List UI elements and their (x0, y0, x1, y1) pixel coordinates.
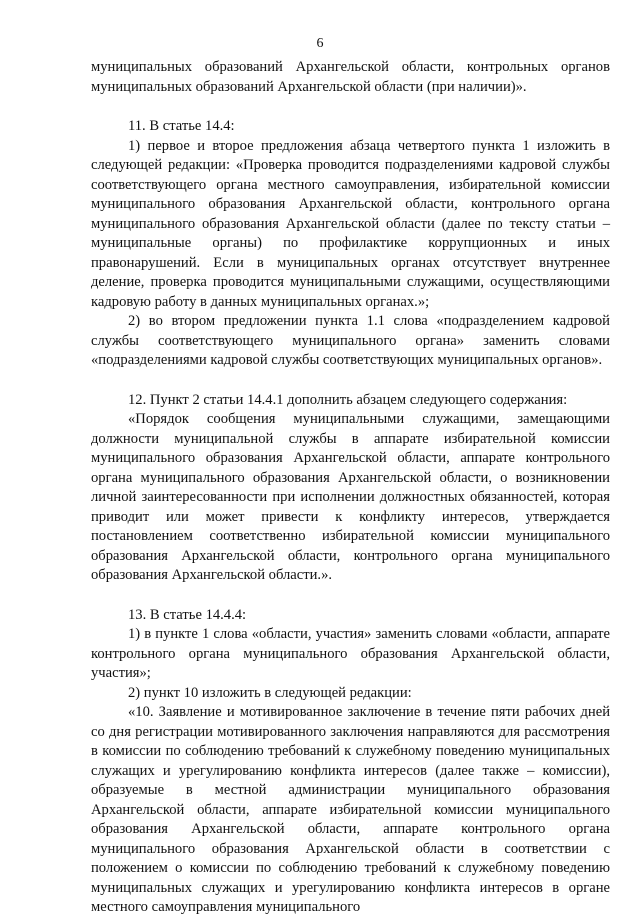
paragraph-continuation: муниципальных образований Архангельской области, контрольных органов муниципальных образований Архангельской области (при наличии)». (91, 59, 610, 95)
paragraph-11-2: 2) во втором предложении пункта 1.1 слова «подразделением кадровой службы соответствующего муниципального органа» заменить словами «подразделениями кадровой службы соответствующих муниципальных органов». (91, 313, 610, 368)
article-heading-13: 13. В статье 14.4.4: (128, 606, 247, 623)
paragraph-13-2: 2) пункт 10 изложить в следующей редакции: (128, 684, 412, 701)
paragraph-13-quote: «10. Заявление и мотивированное заключение в течение пяти рабочих дней со дня регистрации мотивированного заключения направляются для рассмотрения в комиссии по соблюдению требований к служебному поведению муниципальных служащих и урегулированию конфликта интересов (далее также – комиссии), образуемые в местной администрации муниципального образования Архангельской области, аппарате избирательной комиссии муниципального образования Архангельской области, аппарате контрольного органа муниципального образования Архангельской области в соответствии с положением о комиссии по соблюдению требований к служебному поведению муниципальных служащих и урегулированию конфликта интересов в органе местного самоуправления муниципального (91, 704, 610, 915)
document-body (91, 58, 610, 918)
page-number: 6 (316, 36, 324, 51)
paragraph-13-1: 1) в пункте 1 слова «области, участия» заменить словами «области, аппарате контрольного органа муниципального образования Архангельской области, участия»; (91, 626, 610, 681)
paragraph-12-quote: «Порядок сообщения муниципальными служащими, замещающими должности муниципальной службы в аппарате избирательной комиссии муниципального образования Архангельской области, аппарате контрольного органа муниципального образования Архангельской области, о возникновении личной заинтересованности при исполнении должностных обязанностей, которая приводит или может привести к конфликту интересов, утверждается постановлением соответственно избирательной комиссии муниципального образования Архангельской области, контрольного органа муниципального образования Архангельской области.». (91, 411, 610, 583)
article-heading-11: 11. В статье 14.4: (128, 118, 235, 134)
paragraph-11-1: 1) первое и второе предложения абзаца четвертого пункта 1 изложить в следующей редакции: «Проверка проводится подразделениями кадровой службы соответствующего органа местного самоуправления, избирательной комиссии муниципального образования Архангельской области, контрольного органа муниципального образования Архангельской области (далее по тексту статьи – муниципальные органы) по профилактике коррупционных и иных правонарушений. Если в муниципальных органах отсутствует внутреннее деление, проверка проводится муниципальными служащими, осуществляющими кадровую работу в данных муниципальных органах.»; (91, 137, 610, 310)
article-heading-12: 12. Пункт 2 статьи 14.4.1 дополнить абзацем следующего содержания: (128, 391, 568, 408)
